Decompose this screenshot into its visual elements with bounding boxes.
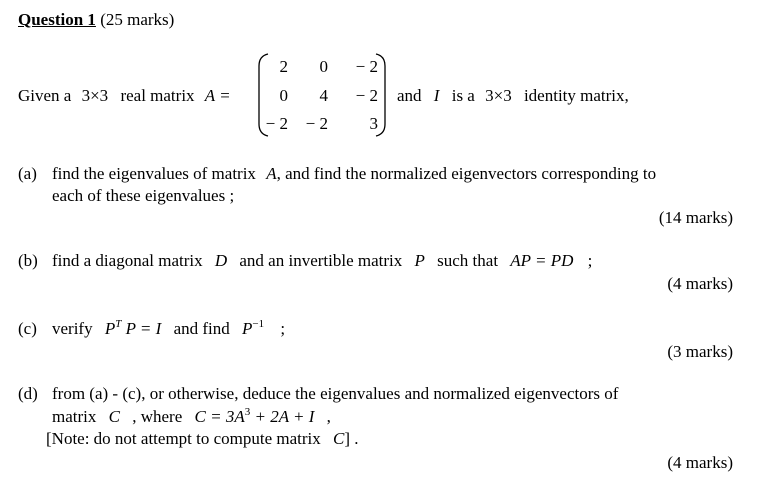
part-d-var-c: C xyxy=(108,407,120,426)
part-b-var-d: D xyxy=(214,251,228,270)
part-c-line xyxy=(52,319,285,339)
matrix-cell: − 2 xyxy=(265,114,288,133)
matrix-cell: 0 xyxy=(279,86,288,105)
part-b-such-that: such that xyxy=(437,251,499,270)
part-b-text-mid: and an invertible matrix xyxy=(239,251,403,270)
part-d-line2 xyxy=(52,407,331,427)
part-c-var-p: P xyxy=(104,319,116,338)
part-d-matrix-text: matrix xyxy=(52,407,97,426)
part-d-note-var-c: C xyxy=(333,429,345,448)
intro-dimension-2: 3×3 xyxy=(485,86,512,105)
part-c-marks: (3 marks) xyxy=(667,342,733,361)
part-a-line2: each of these eigenvalues ; xyxy=(52,186,235,205)
part-c-semicolon: ; xyxy=(280,319,286,338)
part-c-inverse-exponent: −1 xyxy=(252,318,265,330)
part-d-equation-cont: + 2A + I xyxy=(254,407,315,426)
part-c-label: (c) xyxy=(18,319,37,338)
part-c-text-mid: and find xyxy=(173,319,230,338)
matrix-a-label: A = xyxy=(204,86,231,105)
question-header xyxy=(18,10,174,30)
intro-identity-text: identity matrix, xyxy=(523,86,629,105)
matrix-cell: − 2 xyxy=(355,57,378,76)
part-b-equation: AP = PD xyxy=(510,251,574,270)
intro-and: and xyxy=(397,86,422,105)
matrix-a xyxy=(258,52,386,138)
part-d-equation: C = 3A xyxy=(194,407,245,426)
intro-dimension: 3×3 xyxy=(81,86,109,105)
part-c-equation: P = I xyxy=(125,319,162,338)
intro-real-matrix-text: real matrix xyxy=(120,86,195,105)
intro-left xyxy=(18,86,231,106)
part-a-label: (a) xyxy=(18,164,37,183)
matrix-cell: − 2 xyxy=(355,86,378,105)
matrix-cell: 3 xyxy=(369,114,378,133)
part-a-var-a: A xyxy=(266,164,277,183)
identity-symbol: I xyxy=(433,86,440,105)
matrix-cell: 2 xyxy=(279,57,288,76)
matrix-cell: 0 xyxy=(319,57,328,76)
part-d-comma: , xyxy=(326,407,331,426)
matrix-cell: 4 xyxy=(319,86,328,105)
intro-right xyxy=(397,86,629,106)
question-title: Question 1 xyxy=(18,10,96,29)
part-a-text-cont: , and find the normalized eigenvectors corresponding to xyxy=(276,164,657,183)
part-a-marks: (14 marks) xyxy=(658,208,733,227)
part-c-var-p-inverse: P xyxy=(242,319,253,338)
part-d-where: , where xyxy=(132,407,183,426)
intro-is-a: is a xyxy=(451,86,475,105)
part-b-label: (b) xyxy=(18,251,38,270)
part-d-cube-exponent: 3 xyxy=(244,406,251,418)
question-total-marks: (25 marks) xyxy=(100,10,175,29)
matrix-cell: − 2 xyxy=(305,114,328,133)
part-b-marks: (4 marks) xyxy=(667,274,733,293)
part-c-transpose: T xyxy=(115,318,122,330)
part-b-line xyxy=(52,251,592,271)
part-d-note-text: [Note: do not attempt to compute matrix xyxy=(46,429,321,448)
part-d-note xyxy=(46,429,359,449)
part-b-text: find a diagonal matrix xyxy=(52,251,203,270)
part-b-var-p: P xyxy=(414,251,425,270)
part-b-semicolon: ; xyxy=(587,251,593,270)
part-d-line1: from (a) - (c), or otherwise, deduce the eigenvalues and normalized eigenvectors of xyxy=(52,384,619,403)
part-a-line1 xyxy=(52,164,656,184)
intro-given-text: Given a xyxy=(18,86,72,105)
part-d-marks: (4 marks) xyxy=(667,453,733,472)
part-a-text: find the eigenvalues of matrix xyxy=(52,164,256,183)
part-d-note-end: ] . xyxy=(344,429,359,448)
part-d-label: (d) xyxy=(18,384,38,403)
part-c-text: verify xyxy=(52,319,93,338)
